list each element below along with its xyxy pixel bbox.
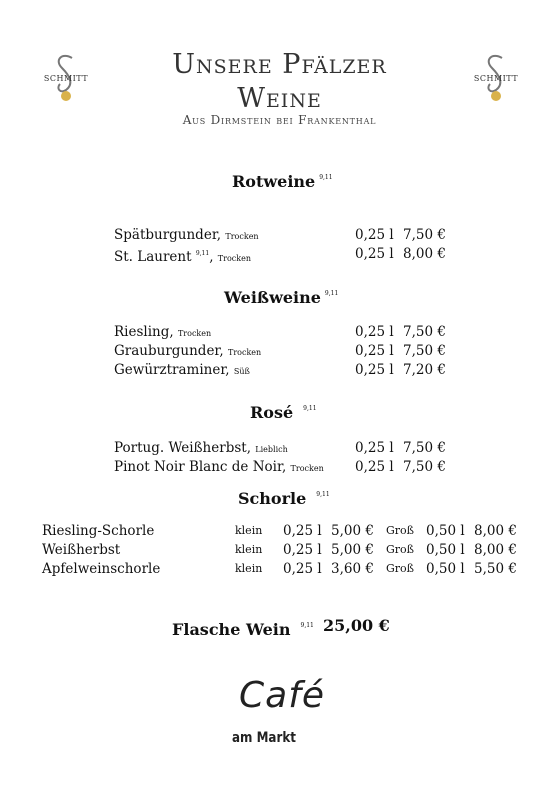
item-price-small: 5,00 € <box>331 523 374 539</box>
item-volume: 0,25 l <box>355 459 394 475</box>
item-style: Trocken <box>177 329 212 338</box>
size-label-large: Groß <box>386 543 415 556</box>
size-label-large: Groß <box>386 562 415 575</box>
cafe-logo-text: Café <box>239 675 326 716</box>
item-name: Grauburgunder <box>114 343 220 359</box>
item-price: 7,50 € <box>403 459 446 475</box>
am-markt-text: am Markt <box>232 730 296 746</box>
schorle-item-name: Apfelweinschorle <box>42 561 161 577</box>
section-heading-rose <box>250 399 317 423</box>
item-volume: 0,25 l <box>355 362 394 378</box>
item-style: Trocken <box>228 348 262 357</box>
item-style: Trocken <box>217 254 251 263</box>
item-volume-small: 0,25 l <box>283 523 322 539</box>
item-price: 7,20 € <box>403 362 446 378</box>
section-heading-schorle <box>238 485 330 509</box>
item-price: 8,00 € <box>403 246 446 262</box>
item-volume-large: 0,50 l <box>426 561 465 577</box>
item-volume: 0,25 l <box>355 246 394 262</box>
allergen-note: 9,11 <box>303 405 317 412</box>
item-name: Portug. Weißherbst <box>114 440 247 456</box>
item-volume: 0,25 l <box>355 343 394 359</box>
item-name: Riesling <box>114 324 170 340</box>
item-price: 7,50 € <box>403 324 446 340</box>
item-name: Gewürztraminer <box>114 362 226 378</box>
item-price-large: 5,50 € <box>474 561 517 577</box>
menu-item: Pinot Noir Blanc de Noir, Trocken <box>114 459 324 475</box>
item-name: Spätburgunder <box>114 227 217 243</box>
allergen-note: 9,11 <box>300 622 314 629</box>
page-title-line1: Unsere Pfälzer <box>172 49 387 80</box>
section-title: Rotweine <box>232 172 316 191</box>
item-style: Lieblich <box>255 445 288 454</box>
item-price: 7,50 € <box>403 343 446 359</box>
item-volume-small: 0,25 l <box>283 561 322 577</box>
item-price: 7,50 € <box>403 440 446 456</box>
menu-item: St. Laurent $^{9,11}$, Trocken <box>114 249 251 265</box>
item-style: Süß <box>233 367 250 376</box>
section-heading-weissweine <box>224 284 338 308</box>
logo-text: SCHMITT <box>473 74 519 83</box>
allergen-note: 9,11 <box>324 290 339 297</box>
page-title-line2: Weine <box>237 83 322 114</box>
section-title: Weißweine <box>224 288 321 307</box>
item-style: Trocken <box>290 464 324 473</box>
bottle-label <box>172 616 314 640</box>
allergen-note: 9,11 <box>319 174 333 181</box>
item-volume: 0,25 l <box>355 440 394 456</box>
item-volume: 0,25 l <box>355 324 394 340</box>
logo-text: SCHMITT <box>43 74 89 83</box>
item-volume-large: 0,50 l <box>426 542 465 558</box>
item-price-large: 8,00 € <box>474 523 517 539</box>
item-volume-small: 0,25 l <box>283 542 322 558</box>
section-title: Schorle <box>238 489 307 508</box>
item-price-large: 8,00 € <box>474 542 517 558</box>
item-name: Pinot Noir Blanc de Noir <box>114 459 282 475</box>
allergen-note: 9,11 <box>316 491 330 498</box>
menu-item: Riesling, Trocken <box>114 324 212 340</box>
size-label-small: klein <box>235 562 263 575</box>
bottle-price: 25,00 € <box>323 616 390 635</box>
menu-item: Spätburgunder, Trocken <box>114 227 259 243</box>
schorle-item-name: Riesling-Schorle <box>42 523 155 539</box>
schorle-item-name: Weißherbst <box>42 542 121 558</box>
menu-item: Grauburgunder, Trocken <box>114 343 262 359</box>
allergen-note: 9,11 <box>195 250 210 257</box>
item-volume-large: 0,50 l <box>426 523 465 539</box>
item-style: Trocken <box>225 232 259 241</box>
size-label-small: klein <box>235 524 263 537</box>
size-label-small: klein <box>235 543 263 556</box>
item-price-small: 5,00 € <box>331 542 374 558</box>
menu-item: Gewürztraminer, Süß <box>114 362 250 378</box>
menu-item: Portug. Weißherbst, Lieblich <box>114 440 288 456</box>
page-subtitle: Aus Dirmstein bei Frankenthal <box>182 113 377 127</box>
item-name: St. Laurent <box>114 249 192 265</box>
section-title: Rosé <box>250 403 294 422</box>
item-price-small: 3,60 € <box>331 561 374 577</box>
section-heading-rotweine <box>232 168 333 192</box>
size-label-large: Groß <box>386 524 415 537</box>
item-price: 7,50 € <box>403 227 446 243</box>
bottle-label-text: Flasche Wein <box>172 620 291 639</box>
item-volume: 0,25 l <box>355 227 394 243</box>
